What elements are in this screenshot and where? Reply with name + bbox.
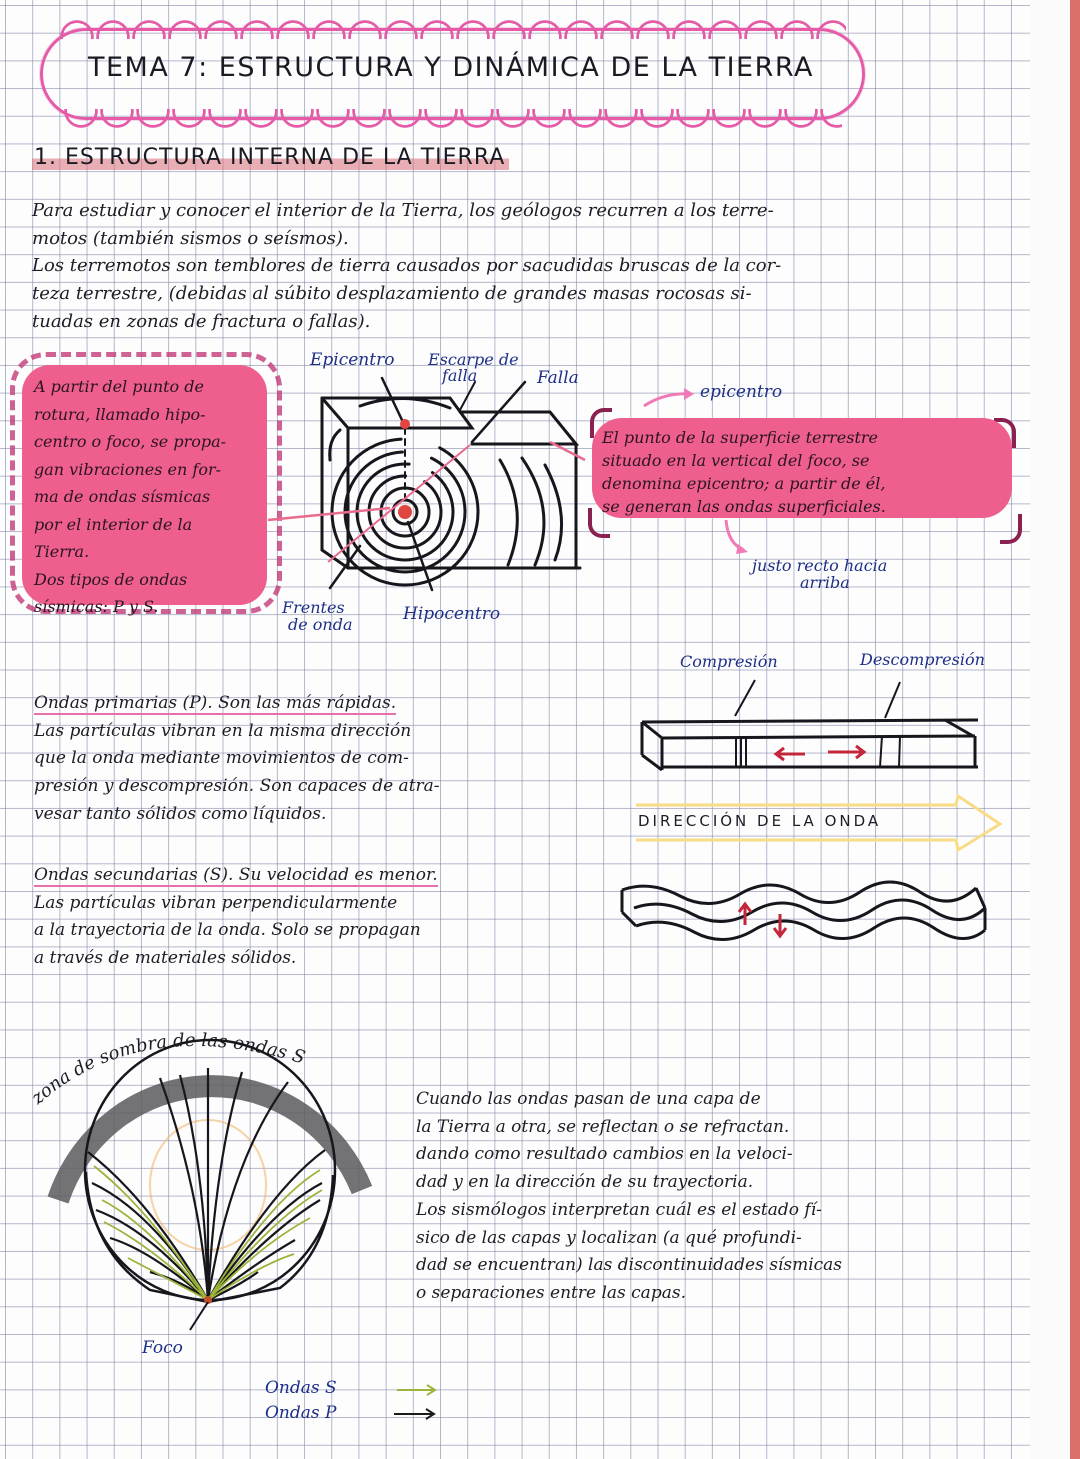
pink-arrow-icon	[722, 518, 752, 558]
label-escarpe-falla: falla	[442, 366, 478, 385]
text-line: a la trayectoria de la onda. Solo se propagan	[34, 920, 421, 941]
shadow-zone-diagram	[0, 990, 420, 1370]
label-arriba: arriba	[800, 573, 850, 592]
text-line: Las partículas vibran en la misma dirección	[34, 720, 412, 741]
note-line: gan vibraciones en for-	[34, 459, 222, 479]
label-epicentro: Epicentro	[310, 350, 395, 370]
legend-ondas-p-label: Ondas P	[265, 1403, 337, 1423]
label-foco: Foco	[142, 1338, 183, 1358]
text-line: Para estudiar y conocer el interior de la Tierra, los geólogos recurren a los terre-	[32, 200, 774, 221]
text-line: Los sismólogos interpretan cuál es el estado fí-	[416, 1199, 822, 1220]
text-line: dad se encuentran) las discontinuidades sísmicas	[416, 1255, 843, 1276]
text-line: la Tierra a otra, se reflectan o se refractan.	[416, 1116, 790, 1137]
label-justo-recto: justo recto hacia	[752, 556, 888, 575]
text-line: Ondas primarias (P). Son las más rápidas.	[34, 693, 397, 713]
legend-ondas-s-arrow-icon	[395, 1382, 439, 1398]
shadow-zone-label: zona de sombra de las ondas S	[27, 1029, 308, 1109]
note-line: Tierra.	[34, 542, 90, 561]
label-frentes-de-onda: de onda	[288, 615, 353, 634]
text-line: Las partículas vibran perpendicularmente	[34, 892, 398, 913]
note-line: rotura, llamado hipo-	[34, 404, 206, 424]
note-line: ma de ondas sísmicas	[34, 487, 211, 506]
ondas-s-paragraph	[34, 862, 604, 973]
ondas-p-paragraph	[34, 690, 604, 829]
note-line: por el interior de la	[34, 514, 193, 534]
note-line: A partir del punto de	[34, 377, 204, 396]
label-epicentro-arrow: epicentro	[700, 382, 783, 402]
text-line: presión y descompresión. Son capaces de atra-	[34, 776, 440, 797]
p-wave-bar-diagram	[600, 640, 1080, 960]
legend-ondas-p-arrow-icon	[392, 1406, 438, 1422]
label-descompresion: Descompresión	[860, 650, 985, 669]
text-line: tuadas en zonas de fractura o fallas).	[32, 310, 371, 332]
text-line: sico de las capas y localizan (a qué profundi-	[416, 1227, 802, 1248]
label-hipocentro: Hipocentro	[403, 604, 501, 624]
note-line: denomina epicentro; a partir de él,	[602, 474, 886, 493]
note-line: situado en la vertical del foco, se	[602, 451, 870, 470]
note-line: se generan las ondas superficiales.	[602, 497, 886, 516]
text-line: vesar tanto sólidos como líquidos.	[34, 803, 327, 824]
hipocentro-note	[22, 365, 267, 616]
text-line: teza terrestre, (debidas al súbito desplazamiento de grandes masas rocosas si-	[32, 283, 752, 305]
text-line: motos (también sismos o seísmos).	[32, 227, 349, 249]
label-escarpe: Escarpe de	[428, 350, 519, 369]
note-line: sísmicas: P y S.	[34, 597, 159, 616]
section-heading: 1. ESTRUCTURA INTERNA DE LA TIERRA	[32, 145, 509, 170]
refraction-paragraph	[416, 1086, 1026, 1308]
label-falla: Falla	[537, 368, 579, 388]
pink-arrow-icon	[640, 384, 700, 414]
text-line: o separaciones entre las capas.	[416, 1282, 686, 1303]
label-direccion-onda: DIRECCIÓN DE LA ONDA	[638, 812, 882, 830]
text-line: dad y en la dirección de su trayectoria.	[416, 1172, 754, 1193]
text-line: Ondas secundarias (S). Su velocidad es menor.	[34, 865, 438, 885]
text-line: que la onda mediante movimientos de com-	[34, 748, 409, 769]
label-frentes: Frentes	[282, 598, 345, 617]
text-line: Los terremotos son temblores de tierra causados por sacudidas bruscas de la cor-	[32, 255, 782, 277]
text-line: a través de materiales sólidos.	[34, 948, 297, 969]
note-line: Dos tipos de ondas	[34, 569, 188, 589]
intro-paragraph	[32, 197, 1022, 336]
page-title: TEMA 7: ESTRUCTURA Y DINÁMICA DE LA TIERRA	[88, 52, 815, 83]
note-line: centro o foco, se propa-	[34, 432, 227, 451]
text-line: Cuando las ondas pasan de una capa de	[416, 1089, 761, 1109]
legend-ondas-s-label: Ondas S	[265, 1378, 337, 1398]
epicentro-note	[592, 418, 1012, 518]
fault-block-diagram	[260, 350, 600, 640]
note-line: El punto de la superficie terrestre	[602, 428, 879, 447]
label-compresion: Compresión	[680, 652, 778, 671]
text-line: dando como resultado cambios en la veloci-	[416, 1144, 793, 1165]
